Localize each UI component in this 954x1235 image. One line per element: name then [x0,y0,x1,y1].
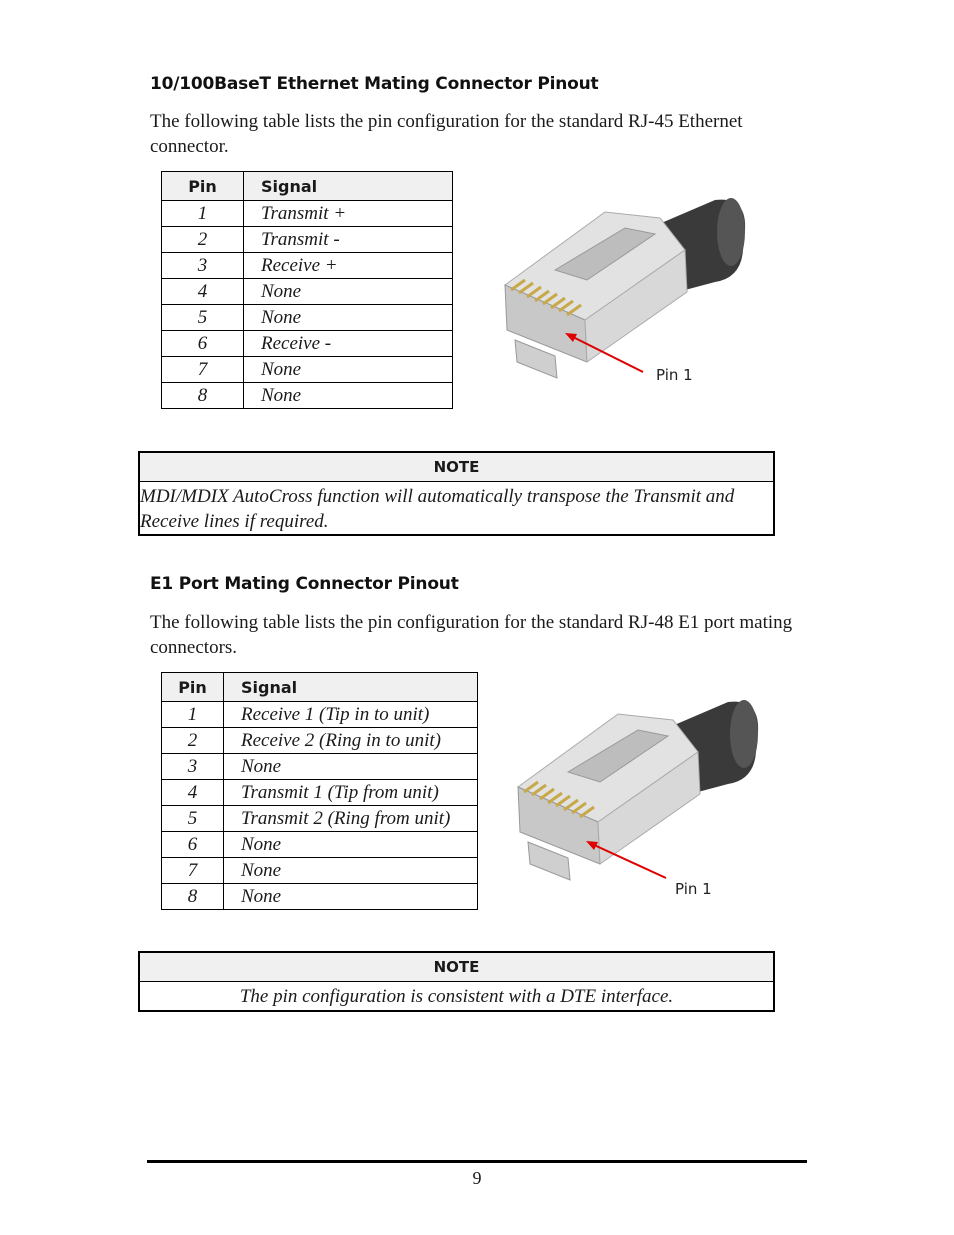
intro-line: connector. [150,136,229,157]
note-heading: NOTE [140,453,773,482]
note-heading: NOTE [140,953,773,982]
signal-cell: Transmit + [244,201,453,227]
signal-cell: Transmit 2 (Ring from unit) [224,806,478,832]
table-row [162,331,453,357]
table-header-row [162,172,453,201]
pin-cell: 5 [162,806,224,832]
table-row [162,383,453,409]
signal-cell: Receive + [244,253,453,279]
signal-cell: Transmit - [244,227,453,253]
note-body [140,482,773,536]
pin-cell: 2 [162,227,244,253]
table-row [162,253,453,279]
pin1-label: Pin 1 [656,366,693,384]
cable-end [730,700,758,768]
signal-cell: Receive 1 (Tip in to unit) [224,702,478,728]
header-pin: Pin [162,172,244,201]
signal-cell: None [224,884,478,910]
signal-cell: None [244,383,453,409]
header-signal: Signal [244,172,453,201]
footer-rule [147,1160,807,1163]
table-row [162,780,478,806]
signal-cell: None [224,832,478,858]
section-title-e1: E1 Port Mating Connector Pinout [150,574,459,594]
signal-cell: Transmit 1 (Tip from unit) [224,780,478,806]
page-number: 9 [472,1168,482,1188]
ethernet-pinout-table [161,171,453,409]
note-line: Receive lines if required. [140,511,329,532]
cable-end [717,198,745,266]
intro-line: connectors. [150,637,238,658]
table-row [162,858,478,884]
signal-cell: None [224,754,478,780]
pin-cell: 3 [162,253,244,279]
note-body: The pin configuration is consistent with a DTE interface. [239,986,674,1007]
pin1-label: Pin 1 [675,880,712,898]
signal-cell: None [244,357,453,383]
pin-cell: 3 [162,754,224,780]
signal-cell: None [244,305,453,331]
pin-cell: 6 [162,331,244,357]
pin-cell: 8 [162,884,224,910]
table-row [162,832,478,858]
rj45-connector-illustration [495,190,755,390]
pin-cell: 1 [162,201,244,227]
header-signal: Signal [224,673,478,702]
signal-cell: Receive 2 (Ring in to unit) [224,728,478,754]
table-row [162,806,478,832]
pin-cell: 7 [162,357,244,383]
table-row [162,754,478,780]
pin-cell: 8 [162,383,244,409]
rj48-connector-illustration [508,692,768,892]
table-header-row [162,673,478,702]
pin-cell: 1 [162,702,224,728]
intro-line: The following table lists the pin configuration for the standard RJ-45 Ethernet [150,111,743,132]
table-row [162,702,478,728]
e1-pinout-table [161,672,478,910]
note-box-ethernet [138,451,775,536]
intro-paragraph-ethernet [150,109,800,159]
intro-line: The following table lists the pin configuration for the standard RJ-48 E1 port mating [150,612,793,633]
table-row [162,357,453,383]
pin-cell: 5 [162,305,244,331]
table-row [162,884,478,910]
table-row [162,279,453,305]
table-row [162,728,478,754]
section-title-ethernet: 10/100BaseT Ethernet Mating Connector Pinout [150,74,599,94]
intro-paragraph-e1 [150,610,800,660]
signal-cell: Receive - [244,331,453,357]
note-box-e1 [138,951,775,1012]
pin-cell: 7 [162,858,224,884]
table-row [162,201,453,227]
pin-cell: 4 [162,279,244,305]
pin-cell: 4 [162,780,224,806]
pin-cell: 2 [162,728,224,754]
signal-cell: None [224,858,478,884]
table-row [162,305,453,331]
note-line: MDI/MDIX AutoCross function will automatically transpose the Transmit and [140,486,735,507]
header-pin: Pin [162,673,224,702]
signal-cell: None [244,279,453,305]
table-row [162,227,453,253]
pin-cell: 6 [162,832,224,858]
